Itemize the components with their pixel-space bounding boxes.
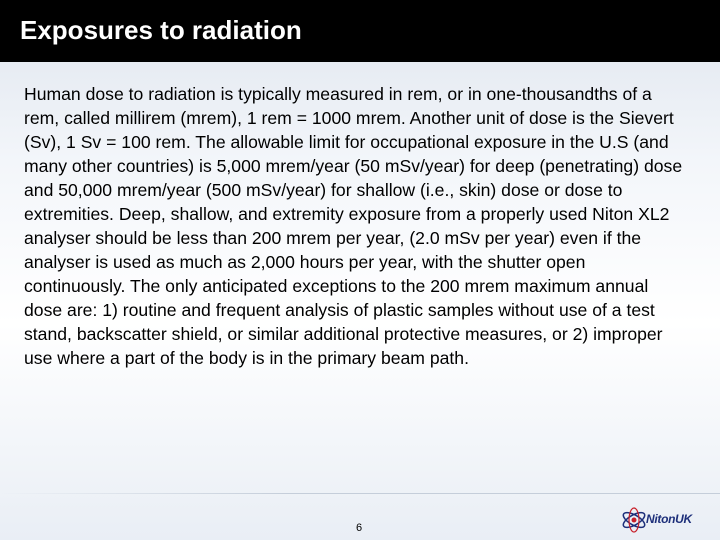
- page-number: 6: [356, 522, 363, 534]
- slide-title: Exposures to radiation: [20, 15, 302, 45]
- logo-text: NitonUK: [646, 512, 692, 526]
- title-bar: [0, 0, 720, 62]
- niton-logo: [620, 500, 716, 536]
- slide-body-text: Human dose to radiation is typically measured in rem, or in one-thousandths of a rem, called millirem (mrem), 1 rem = 1000 mrem. Another unit of dose is the Sievert (Sv), 1 Sv = 100 rem. The allowable limit for occupational exposure in the U.S (and many other countries) is 5,000 mrem/year (50 mSv/year) for deep (penetrating) dose and 50,000 mrem/year (500 mSv/year) for shallow (i.e., skin) dose or dose to extremities. Deep, shallow, and extremity exposure from a properly used Niton XL2 analyser should be less than 200 mrem per year, (2.0 mSv per year) even if the analyser is used as much as 2,000 hours per year, with the shutter open continuously. The only anticipated exceptions to the 200 mrem maximum annual dose are: 1) routine and frequent analysis of plastic samples without use of a test stand, backscatter shield, or similar additional protective measures, or 2) improper use where a part of the body is in the primary beam path.: [24, 84, 683, 368]
- footer-divider: [0, 493, 720, 494]
